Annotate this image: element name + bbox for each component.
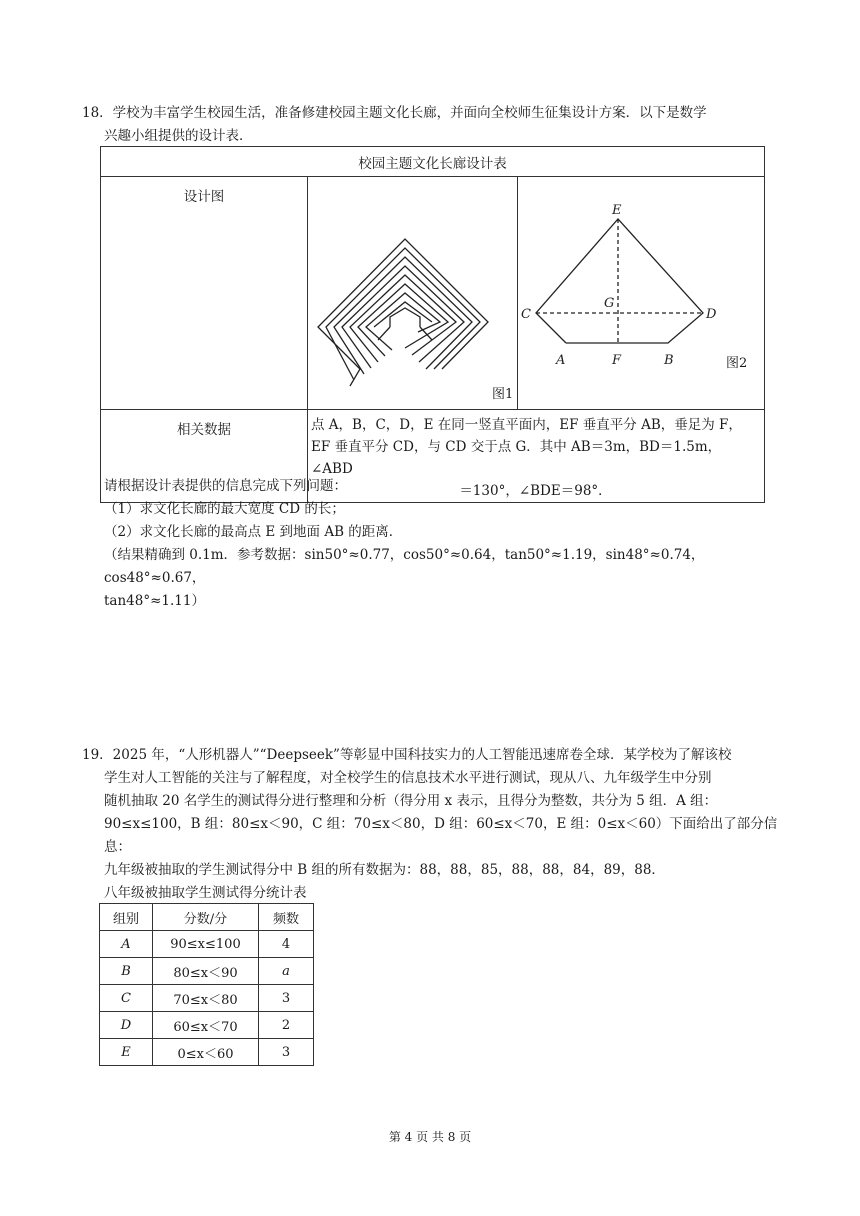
table-row — [100, 1039, 314, 1066]
group-cell: A — [100, 931, 153, 958]
q18-questions — [104, 475, 784, 613]
figure-2-cell — [518, 177, 765, 410]
q18-intro: 请根据设计表提供的信息完成下列问题： — [104, 478, 347, 494]
q19-line2: 学生对人工智能的关注与了解程度，对全校学生的信息技术水平进行测试，现从八、九年级学生中分别 — [104, 770, 712, 786]
table-row — [100, 985, 314, 1012]
header-frequency: 频数 — [259, 904, 314, 931]
frequency-cell: 3 — [259, 1039, 314, 1066]
fig2-label-G: G — [604, 296, 615, 311]
group-cell: D — [100, 1012, 153, 1039]
score-cell: 60≤x＜70 — [153, 1012, 259, 1039]
q19-line4: 90≤x≤100，B 组：80≤x＜90，C 组：70≤x＜80，D 组：60≤x＜70，E 组：0≤x＜60）下面给出了部分信 — [104, 816, 778, 832]
header-score: 分数/分 — [153, 904, 259, 931]
table-header-row — [100, 904, 314, 931]
fig2-label-A: A — [556, 353, 566, 368]
frequency-cell: 2 — [259, 1012, 314, 1039]
q18-part-1: （1）求文化长廊的最大宽度 CD 的长； — [104, 501, 345, 517]
table-row — [100, 931, 314, 958]
table-row — [100, 958, 314, 985]
fig2-pentagon — [536, 219, 703, 343]
design-label: 设计图 — [183, 189, 225, 205]
data-line-2: EF 垂直平分 CD，与 CD 交于点 G．其中 AB＝3m，BD＝1.5m，∠ABD — [311, 439, 722, 477]
figure-1-cell — [308, 177, 518, 410]
design-label-cell — [101, 177, 308, 410]
fig2-label-B: B — [664, 353, 674, 368]
question-19 — [82, 744, 782, 905]
data-line-1: 点 A，B，C，D，E 在同一竖直平面内，EF 垂直平分 AB，垂足为 F， — [311, 417, 742, 433]
fig2-label-C: C — [521, 307, 531, 322]
data-label: 相关数据 — [177, 422, 231, 438]
score-stats-table — [99, 903, 314, 1066]
group-cell: C — [100, 985, 153, 1012]
group-cell: E — [100, 1039, 153, 1066]
q18-stem-line1: 18．学校为丰富学生校园生活，准备修建校园主题文化长廊，并面向全校师生征集设计方案．以下是数学 — [82, 105, 707, 121]
score-cell: 80≤x＜90 — [153, 958, 259, 985]
q18-reference-line1: （结果精确到 0.1m．参考数据：sin50°≈0.77，cos50°≈0.64，tan50°≈1.19，sin48°≈0.74，cos48°≈0.67， — [104, 547, 705, 586]
q18-stem-line2: 兴趣小组提供的设计表． — [104, 128, 253, 144]
q19-line5: 息： — [104, 839, 131, 855]
score-cell: 90≤x≤100 — [153, 931, 259, 958]
data-line-3: ＝130°，∠BDE＝98°． — [459, 483, 612, 499]
figure-1-caption: 图1 — [492, 387, 514, 402]
header-group: 组别 — [100, 904, 153, 931]
score-cell: 70≤x＜80 — [153, 985, 259, 1012]
q19-line1: 19．2025 年，“人形机器人”“Deepseek”等彰显中国科技实力的人工智能迅速席卷全球．某学校为了解该校 — [82, 747, 732, 763]
figure-2-caption: 图2 — [726, 356, 748, 371]
frequency-cell: a — [259, 958, 314, 985]
q18-reference-line2: tan48°≈1.11） — [104, 593, 205, 609]
design-table — [100, 146, 765, 503]
fig2-label-D: D — [706, 307, 717, 322]
q19-table-caption: 八年级被抽取学生测试得分统计表 — [104, 885, 307, 901]
design-table-title: 校园主题文化长廊设计表 — [101, 147, 765, 177]
frequency-cell: 3 — [259, 985, 314, 1012]
figure-1-corridor-drawing — [308, 177, 517, 405]
page-footer: 第 4 页 共 8 页 — [388, 1130, 472, 1144]
question-18 — [82, 102, 782, 148]
score-cell: 0≤x＜60 — [153, 1039, 259, 1066]
q19-line6: 九年级被抽取的学生测试得分中 B 组的所有数据为：88，88，85，88，88，84，89，88． — [104, 862, 665, 878]
group-cell: B — [100, 958, 153, 985]
frequency-cell: 4 — [259, 931, 314, 958]
q18-part-2: （2）求文化长廊的最高点 E 到地面 AB 的距离． — [104, 524, 403, 540]
q19-line3: 随机抽取 20 名学生的测试得分进行整理和分析（得分用 x 表示，且得分为整数，共分为 5 组．A 组： — [104, 793, 718, 809]
fig2-label-E: E — [612, 203, 622, 218]
fig2-label-F: F — [612, 353, 622, 368]
table-row — [100, 1012, 314, 1039]
